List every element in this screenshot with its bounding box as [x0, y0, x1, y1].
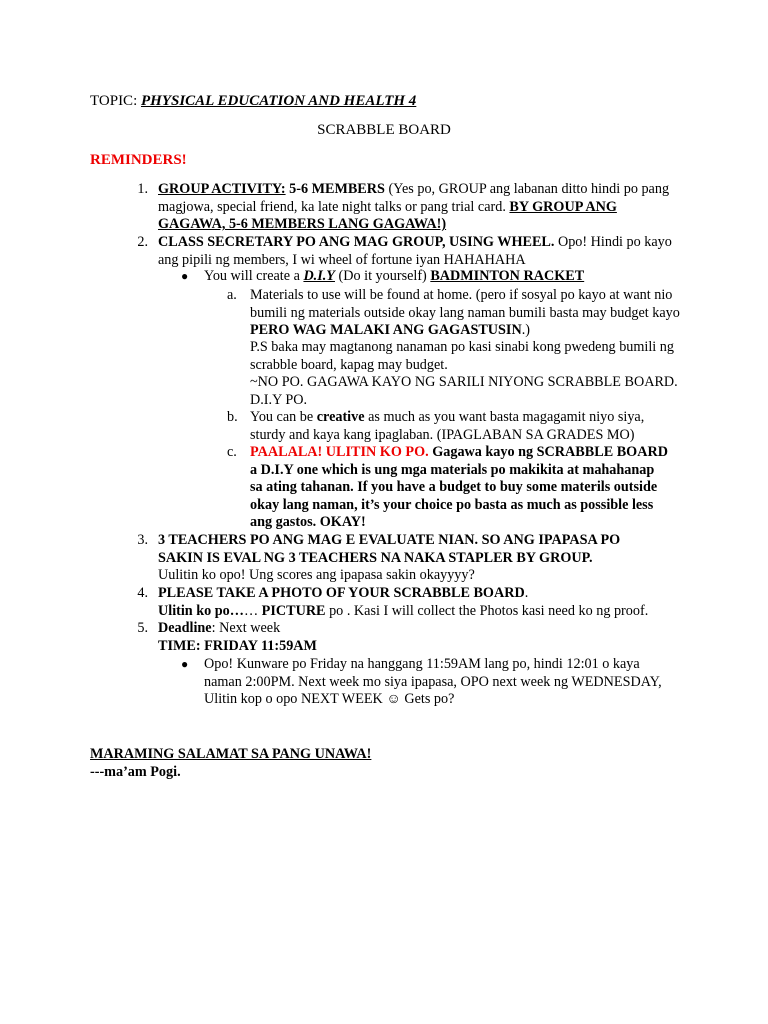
bullet-pre: You will create a: [204, 268, 304, 284]
sub-a-letter: a.: [227, 287, 237, 303]
bullet-mid: (Do it yourself): [334, 268, 431, 284]
signature-line: ---ma’am Pogi.: [90, 764, 181, 780]
item-1-head: GROUP ACTIVITY:: [158, 181, 286, 197]
item-2-number: 2.: [137, 234, 148, 250]
sub-a-bold: PERO WAG MALAKI ANG GAGASTUSIN: [250, 322, 522, 339]
sub-b-letter: b.: [227, 409, 238, 425]
document-title: SCRABBLE BOARD: [317, 122, 451, 138]
item-1-number: 1.: [137, 181, 148, 197]
sub-c-letter: c.: [227, 444, 237, 460]
item-1-members: 5-6 MEMBERS: [285, 181, 385, 197]
sub-a-tail: .): [521, 322, 530, 339]
topic-label: TOPIC:: [90, 93, 141, 109]
sub-b-text: as much as you want basta magagamit niyo siya, sturdy and kaya kang ipaglaban. (IPAGLABAN SA GRADES MO): [250, 409, 645, 443]
item-3-head: 3 TEACHERS PO ANG MAG E EVALUATE NIAN. SO ANG IPAPASA PO SAKIN IS EVAL NG 3 TEACHERS NA NAKA STAPLER BY GROUP.: [158, 532, 621, 566]
bullet-dot-icon: ●: [181, 269, 189, 283]
item-5-time: TIME: FRIDAY 11:59AM: [158, 637, 317, 654]
sub-b-creative: creative: [316, 409, 365, 425]
bullet-dot-icon: ●: [181, 657, 189, 671]
item-5-number: 5.: [137, 620, 148, 636]
sub-a-ps: P.S baka may magtanong nanaman po kasi sinabi kong pwedeng bumili ng scrabble board, kapag may budget.: [250, 339, 674, 373]
item-4-text: po . Kasi I will collect the Photos kasi need ko ng proof.: [325, 602, 649, 619]
bullet-diy: D.I.Y: [303, 268, 335, 284]
sub-c: [250, 444, 670, 532]
item-3: [158, 532, 668, 585]
topic-line: [90, 93, 416, 111]
item-5-deadline-value: : Next week: [211, 620, 281, 636]
sub-b: [250, 409, 680, 444]
item-1-emph: BY GROUP ANG GAGAWA, 5-6 MEMBERS LANG GAGAWA!): [158, 198, 617, 233]
item-2-head: CLASS SECRETARY PO ANG MAG GROUP, USING WHEEL.: [158, 234, 555, 250]
item-3-number: 3.: [137, 532, 148, 548]
item-4: [158, 585, 678, 620]
item-5: [158, 620, 678, 655]
reminders-heading: REMINDERS!: [90, 152, 187, 168]
item-5-deadline: Deadline: [158, 620, 212, 636]
item-4-head: PLEASE TAKE A PHOTO OF YOUR SCRABBLE BOARD: [158, 585, 525, 601]
sub-a: [250, 287, 680, 340]
sub-b-pre: You can be: [250, 409, 317, 425]
topic-subject: PHYSICAL EDUCATION AND HEALTH 4: [140, 93, 417, 109]
item-4-number: 4.: [137, 585, 148, 601]
sub-a-text: Materials to use will be found at home. (pero if sosyal po kayo at want nio bumili ng materials outside okay lang naman bumili basta may budget kayo: [250, 287, 680, 321]
thanks-line: MARAMING SALAMAT SA PANG UNAWA!: [90, 746, 372, 762]
sub-c-text: Gagawa kayo ng SCRABBLE BOARD a D.I.Y one which is ung mga materials po makikita at mahahanap sa ating tahanan. If you have a budget to buy some materils outside okay lang naman, it’s your choice po basta as much as possible less ang gastos. OKAY!: [250, 444, 668, 531]
item-2-bullet: [204, 268, 684, 286]
item-3-text: Uulitin ko opo! Ung scores ang ipapasa sakin okayyyy?: [158, 567, 475, 584]
item-5-bullet: Opo! Kunware po Friday na hanggang 11:59AM lang po, hindi 12:01 o kaya naman 2:00PM. Next week mo siya ipapasa, OPO next week ng WEDNESDAY, Ulitin kop o opo NEXT WEEK ☺ Gets po?: [204, 656, 662, 708]
item-2: [158, 234, 678, 269]
sub-a-no: ~NO PO. GAGAWA KAYO NG SARILI NIYONG SCRABBLE BOARD. D.I.Y PO.: [250, 374, 678, 408]
item-4-picture: PICTURE: [261, 602, 326, 619]
sub-c-red: PAALALA! ULITIN KO PO.: [250, 444, 429, 460]
item-1: [158, 181, 678, 234]
item-2-text: Opo! Hindi po kayo ang pipili ng members, I wi wheel of fortune iyan HAHAHAHA: [158, 234, 672, 268]
item-4-ulitin: Ulitin ko po…: [158, 602, 244, 619]
item-4-dot: .: [524, 585, 529, 601]
item-4-dots: …: [243, 602, 262, 619]
item-1-text: (Yes po, GROUP ang labanan ditto hindi po pang magjowa, special friend, ka late night talks or pang trial card.: [158, 181, 670, 215]
bullet-racket: BADMINTON RACKET: [430, 268, 585, 284]
